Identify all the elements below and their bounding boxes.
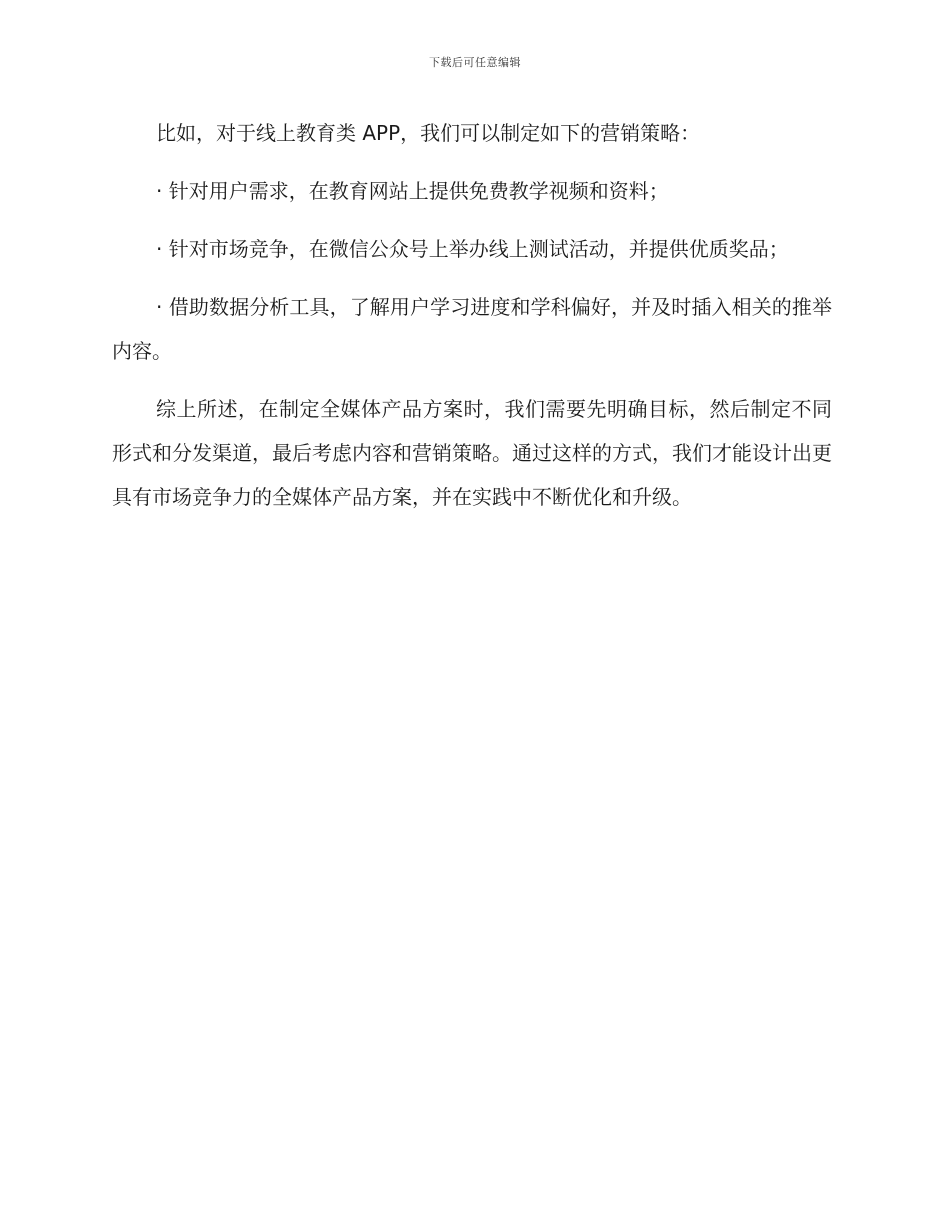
bullet-item-data-analysis: · 借助数据分析工具，了解用户学习进度和学科偏好，并及时插入相关的推举内容。 [112, 295, 832, 363]
page-header: 下载后可任意编辑 [429, 56, 521, 69]
conclusion-paragraph: 综上所述，在制定全媒体产品方案时，我们需要先明确目标，然后制定不同形式和分发渠道，最后考虑内容和营销策略。通过这样的方式，我们才能设计出更具有市场竞争力的全媒体产品方案，并在实践中不断优化和升级。 [112, 397, 832, 509]
intro-paragraph: 比如，对于线上教育类 APP，我们可以制定如下的营销策略： [156, 121, 701, 145]
document-body [112, 111, 832, 533]
bullet-item-user-needs: · 针对用户需求，在教育网站上提供免费教学视频和资料； [156, 179, 669, 203]
bullet-item-market-competition: · 针对市场竞争，在微信公众号上举办线上测试活动，并提供优质奖品； [156, 237, 789, 261]
